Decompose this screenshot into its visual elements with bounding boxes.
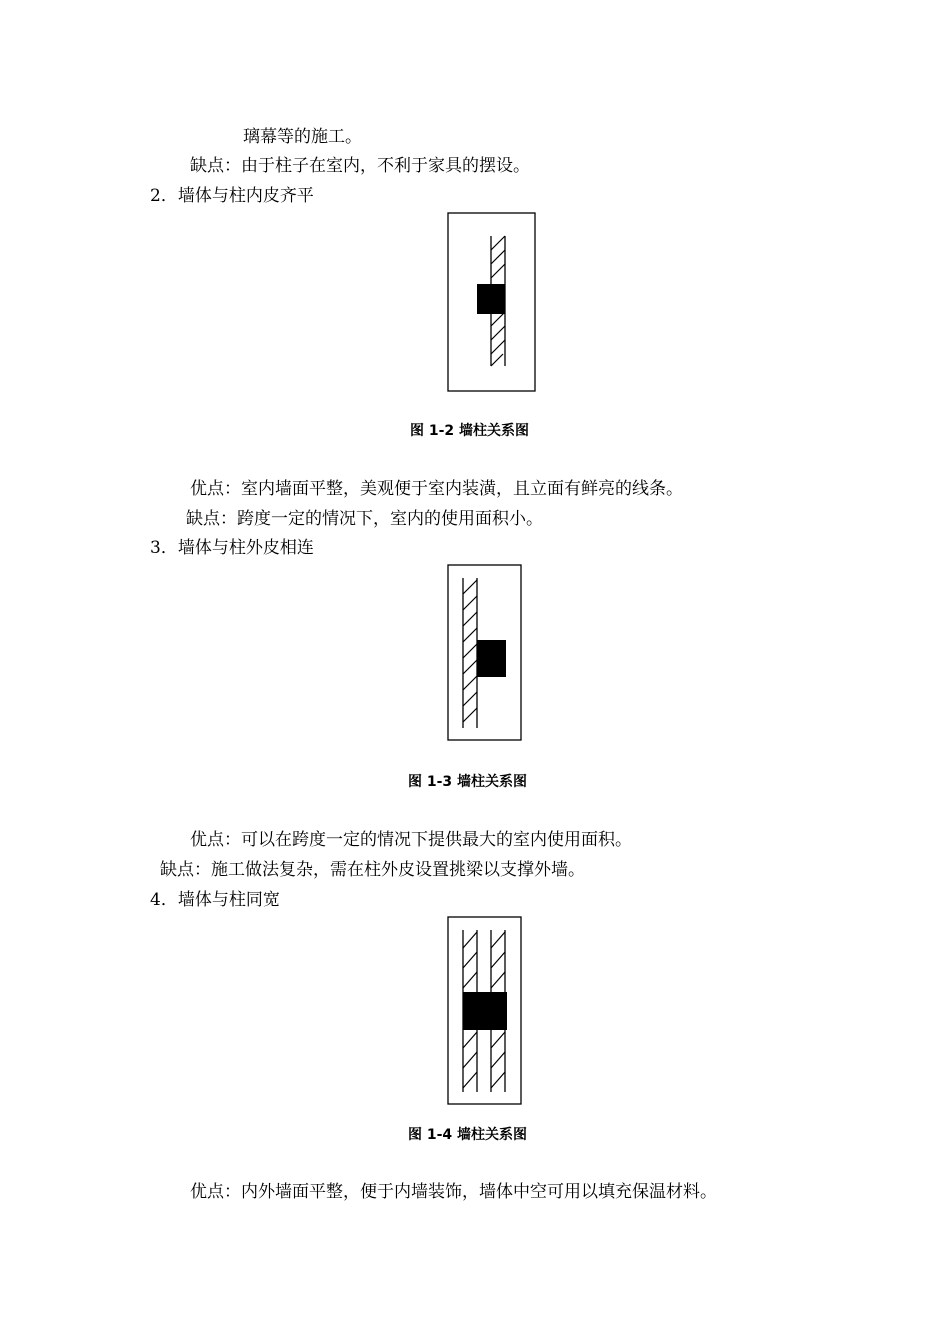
column-block [477, 640, 506, 677]
section-heading-3: 3．墙体与柱外皮相连 [150, 538, 314, 558]
wall-hatch-right-top [491, 932, 505, 988]
wall-hatch-left-top [463, 932, 477, 988]
section-heading-2: 2．墙体与柱内皮齐平 [150, 186, 314, 206]
column-block [463, 992, 507, 1030]
wall-hatch-bottom [491, 312, 505, 366]
text-line-5: 优点：可以在跨度一定的情况下提供最大的室内使用面积。 [190, 830, 632, 850]
wall-hatch-top [491, 236, 505, 278]
figure-1-2-diagram [447, 212, 537, 392]
section-heading-4: 4．墙体与柱同宽 [150, 890, 280, 910]
wall-hatch [463, 580, 477, 722]
text-line-2: 缺点：由于柱子在室内，不利于家具的摆设。 [190, 156, 530, 176]
wall-hatch-left-bottom [463, 1032, 477, 1088]
text-line-6: 缺点：施工做法复杂，需在柱外皮设置挑梁以支撑外墙。 [160, 860, 585, 880]
column-block [477, 284, 505, 314]
text-line-4: 缺点：跨度一定的情况下，室内的使用面积小。 [186, 509, 543, 529]
wall-hatch-right-bottom [491, 1032, 505, 1088]
text-line-3: 优点：室内墙面平整，美观便于室内装潢，且立面有鲜亮的线条。 [190, 479, 683, 499]
figure-1-2-caption: 图 1-2 墙柱关系图 [410, 423, 530, 439]
text-line-7: 优点：内外墙面平整，便于内墙装饰，墙体中空可用以填充保温材料。 [190, 1182, 717, 1202]
figure-1-3-diagram [447, 564, 523, 742]
text-line-1: 璃幕等的施工。 [243, 127, 362, 147]
figure-1-4-caption: 图 1-4 墙柱关系图 [408, 1127, 528, 1143]
figure-1-3-caption: 图 1-3 墙柱关系图 [408, 774, 528, 790]
figure-1-4-diagram [447, 916, 523, 1106]
